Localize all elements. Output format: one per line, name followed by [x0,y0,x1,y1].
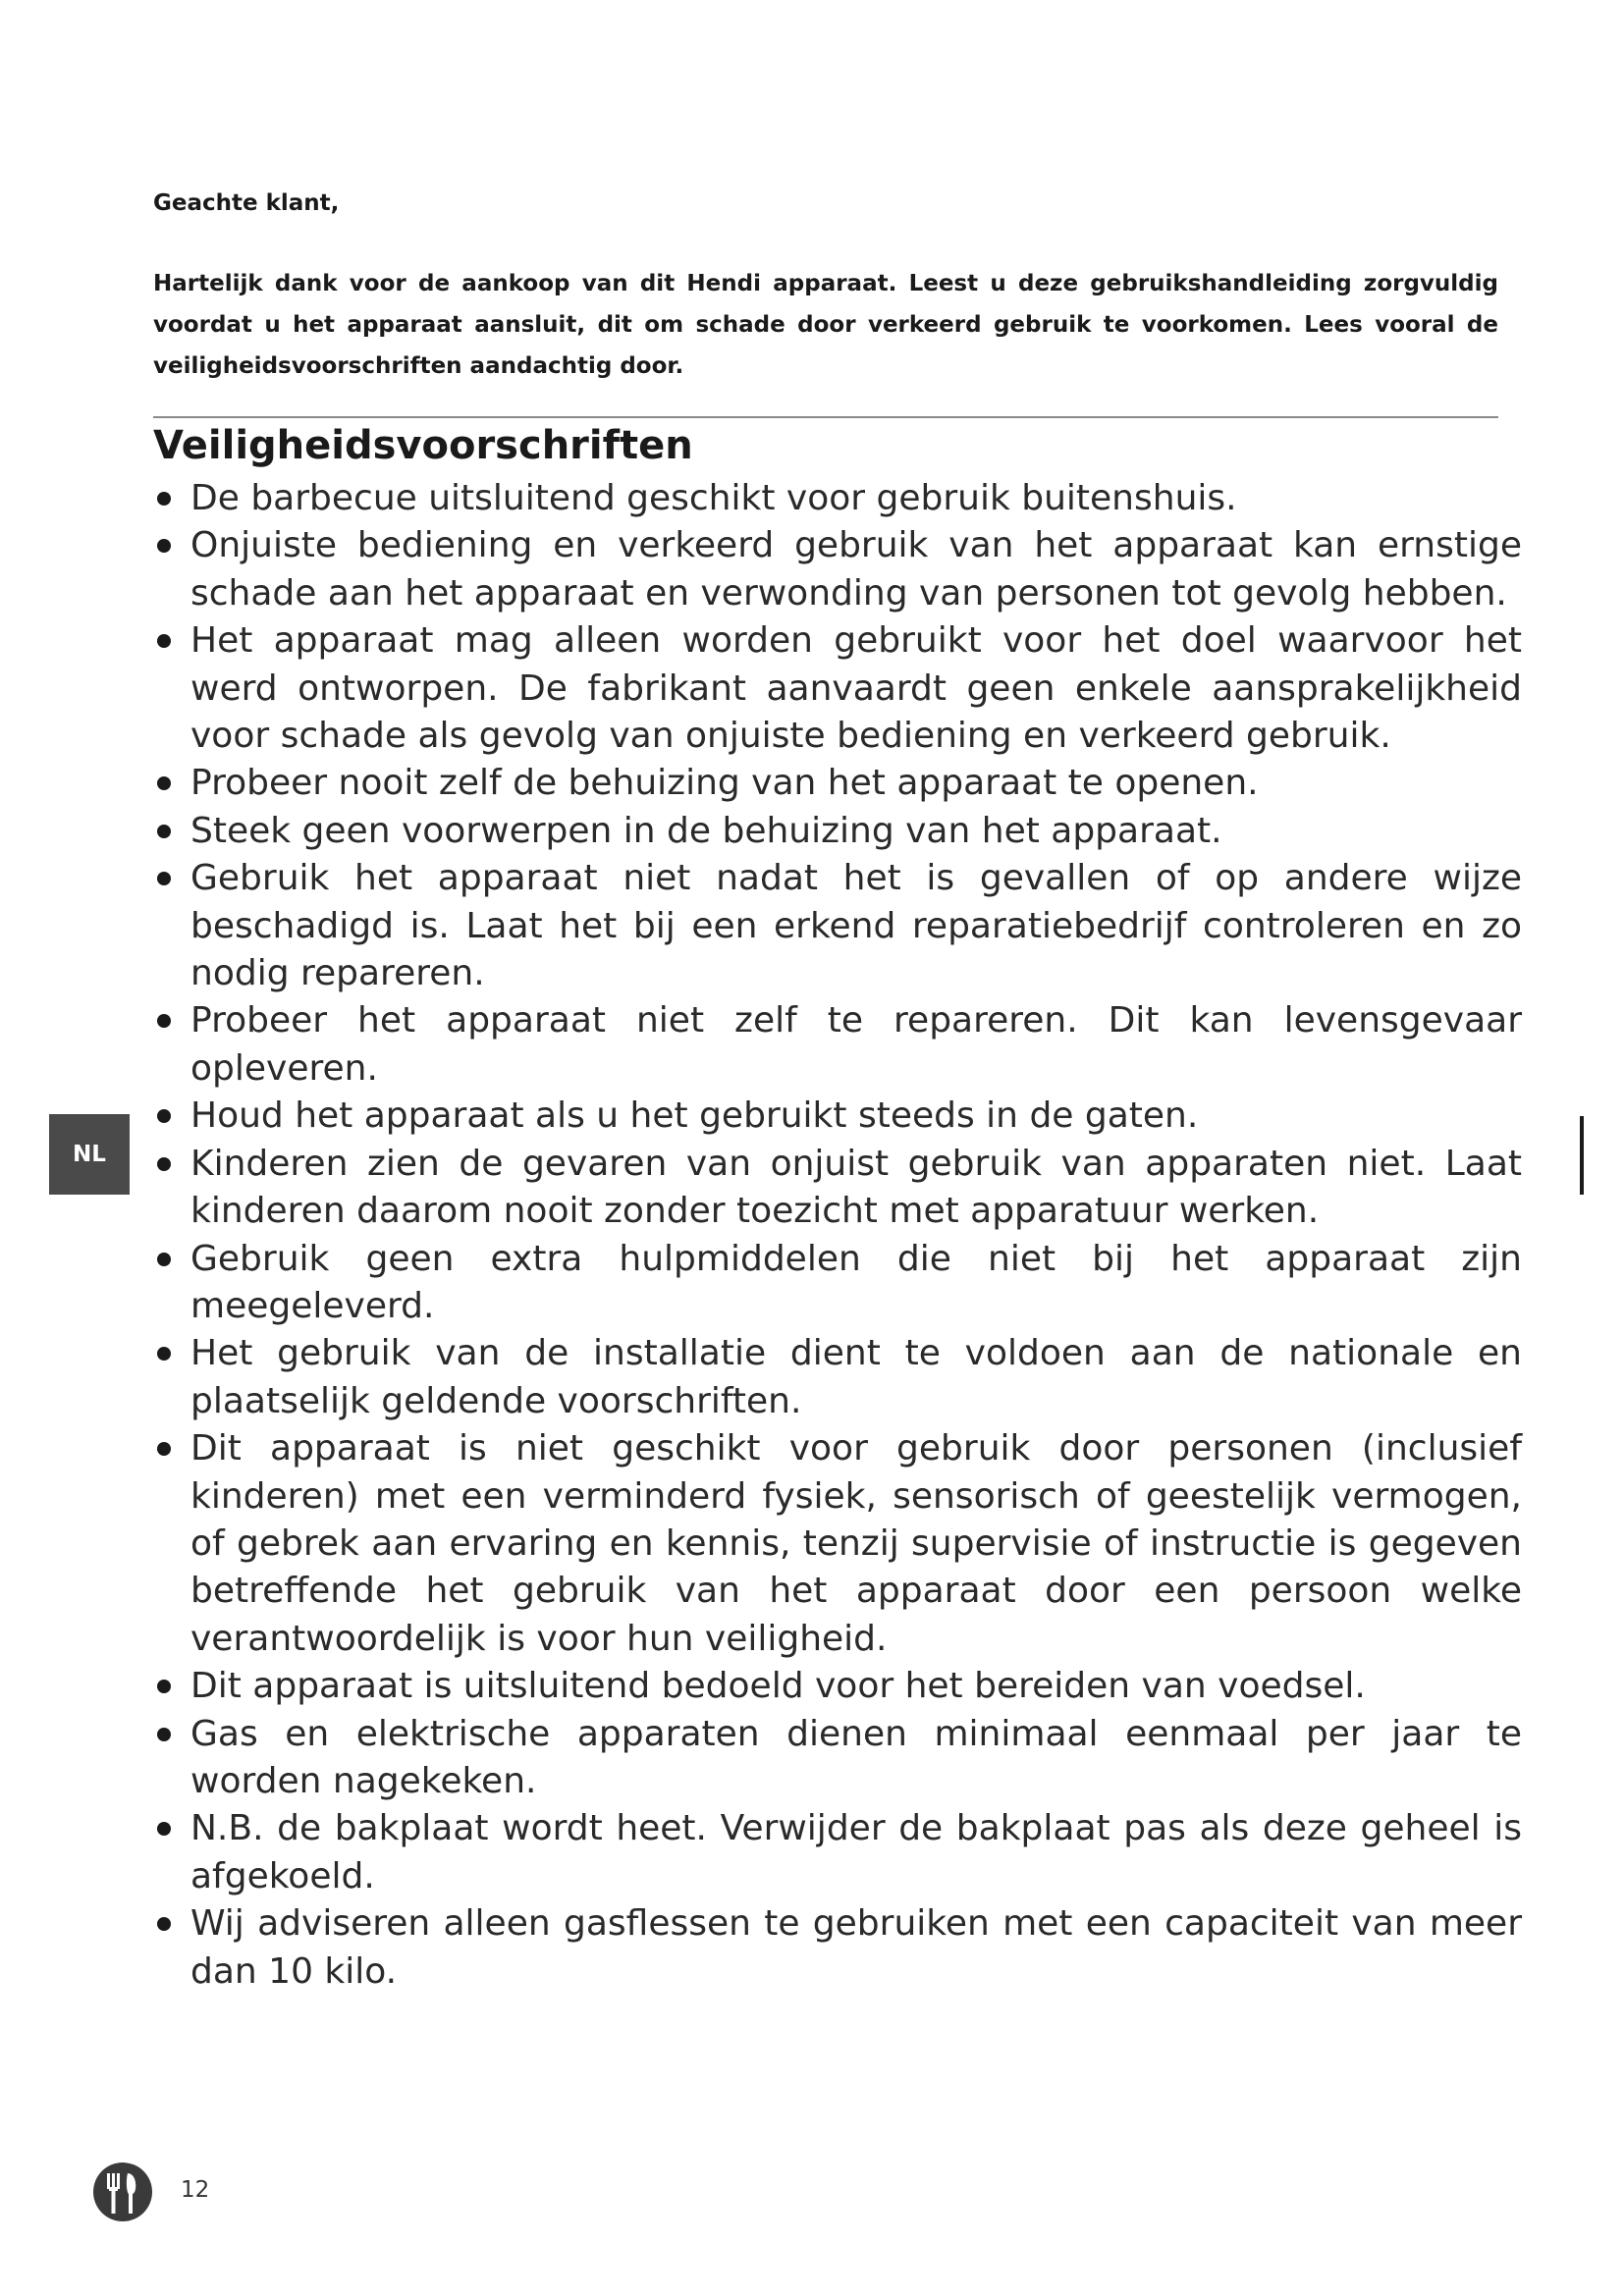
bullet-icon [157,1347,171,1361]
list-item-text: Kinderen zien de gevaren van onjuist gebruik van apparaten niet. Laat kinderen daarom nooit zonder toezicht met apparatuur werken. [190,1143,1522,1232]
greeting: Geachte klant, [153,190,340,216]
bullet-icon [157,825,171,838]
list-item-text: Gas en elektrische apparaten dienen minimaal eenmaal per jaar te worden nagekeken. [190,1713,1522,1801]
list-item-text: Probeer het apparaat niet zelf te repareren. Dit kan levensgevaar opleveren. [190,1000,1522,1089]
intro-paragraph: Hartelijk dank voor de aankoop van dit Hendi apparaat. Leest u deze gebruikshandleiding zorgvuldig voordat u het apparaat aansluit, dit om schade door verkeerd gebruik te voorkomen. Lees vooral de veiligheidsvoorschriften aandachtig door. [153,271,1498,379]
list-item [153,1805,1522,1900]
list-item-text: Onjuiste bediening en verkeerd gebruik van het apparaat kan ernstige schade aan het apparaat en verwonding van personen tot gevolg hebben. [190,525,1522,614]
list-item [153,855,1522,997]
list-item-text: Probeer nooit zelf de behuizing van het apparaat te openen. [190,763,1259,804]
list-item [153,1900,1522,1996]
list-item [153,475,1522,522]
bullet-icon [157,1157,171,1171]
list-item-text: Het apparaat mag alleen worden gebruikt voor het doel waarvoor het werd ontworpen. De fabrikant aanvaardt geen enkele aansprakelijkheid voor schade als gevolg van onjuiste bediening en verkeerd gebruik. [190,620,1522,757]
cutlery-logo-icon [92,2162,153,2222]
bullet-icon [157,1109,171,1123]
list-item-text: Het gebruik van de installatie dient te voldoen aan de nationale en plaatselijk geldende voorschriften. [190,1333,1522,1421]
list-item-text: Dit apparaat is uitsluitend bedoeld voor het bereiden van voedsel. [190,1666,1366,1707]
page-number: 12 [181,2177,210,2203]
list-item-text: Gebruik het apparaat niet nadat het is gevallen of op andere wijze beschadigd is. Laat het bij een erkend reparatiebedrijf controleren en zo nodig repareren. [190,858,1522,994]
bullet-icon [157,492,171,506]
bullet-icon [157,872,171,885]
list-item [153,617,1522,760]
list-item [153,1425,1522,1663]
list-item [153,522,1522,617]
safety-list [153,475,1522,1996]
bullet-icon [157,1442,171,1456]
language-tab: NL [49,1114,130,1195]
list-item-text: Wij adviseren alleen gasflessen te gebruiken met een capaciteit van meer dan 10 kilo. [190,1903,1522,1992]
bullet-icon [157,539,171,553]
list-item-text: Houd het apparaat als u het gebruikt steeds in de gaten. [190,1095,1199,1137]
list-item [153,1711,1522,1806]
bullet-icon [157,1917,171,1931]
list-item-text: Dit apparaat is niet geschikt voor gebruik door personen (inclusief kinderen) met een verminderd fysiek, sensorisch of geestelijk vermogen, of gebrek aan ervaring en kennis, tenzij supervisie of instructie is gegeven betreffende het gebruik van het apparaat door een persoon welke verantwoordelijk is voor hun veiligheid. [190,1428,1522,1659]
list-item [153,760,1522,807]
list-item-text: N.B. de bakplaat wordt heet. Verwijder de bakplaat pas als deze geheel is afgekoeld. [190,1808,1522,1896]
section-heading: Veiligheidsvoorschriften [153,423,693,468]
list-item [153,1236,1522,1331]
bullet-icon [157,1014,171,1028]
bullet-icon [157,1728,171,1741]
list-item-text: Steek geen voorwerpen in de behuizing van het apparaat. [190,810,1222,851]
list-item [153,1093,1522,1140]
list-item [153,997,1522,1093]
bullet-icon [157,1822,171,1836]
bullet-icon [157,1253,171,1266]
list-item [153,808,1522,855]
bullet-icon [157,776,171,790]
list-item-text: Gebruik geen extra hulpmiddelen die niet bij het apparaat zijn meegeleverd. [190,1238,1522,1326]
bullet-icon [157,1680,171,1693]
list-item [153,1141,1522,1236]
list-item-text: De barbecue uitsluitend geschikt voor gebruik buitenshuis. [190,478,1237,518]
bullet-icon [157,634,171,648]
side-marker [1580,1116,1584,1195]
list-item [153,1663,1522,1710]
list-item [153,1330,1522,1425]
